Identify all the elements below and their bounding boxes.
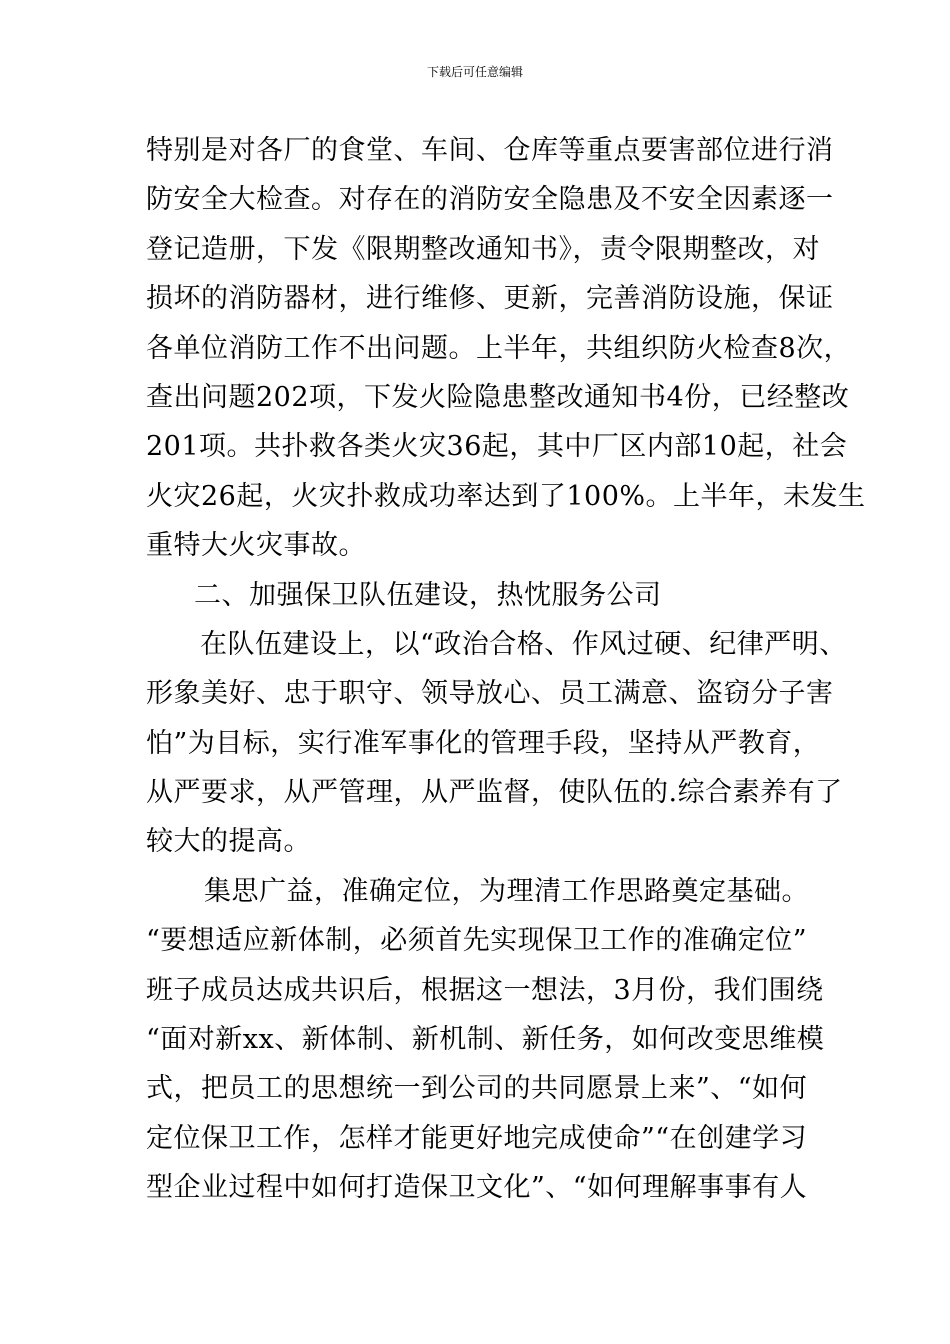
section-heading: 二、加强保卫队伍建设，热忱服务公司 [194, 579, 662, 611]
document-body [146, 126, 866, 1213]
text-line-13: 怕”为目标，实行准军事化的管理手段，坚持从严教育， [146, 727, 821, 759]
page-header: 下载后可任意编辑 [426, 65, 523, 79]
text-line-8: 火灾26起，火灾扑救成功率达到了100%。上半年，未发生 [146, 480, 866, 512]
text-line-21: 定位保卫工作，怎样才能更好地完成使命”“在创建学习 [146, 1122, 808, 1154]
text-line-20: 式，把员工的思想统一到公司的共同愿景上来”、“如何 [146, 1073, 808, 1105]
text-line-7: 201项。共扑救各类火灾36起，其中厂区内部10起，社会 [146, 431, 848, 463]
text-line-22: 型企业过程中如何打造保卫文化”、“如何理解事事有人 [146, 1172, 808, 1204]
text-line-17: “要想适应新体制，必须首先实现保卫工作的准确定位” [146, 925, 808, 957]
text-line-19: “面对新xx、新体制、新机制、新任务，如何改变思维模 [146, 1024, 825, 1056]
text-line-14: 从严要求，从严管理，从严监督，使队伍的.综合素养有了 [146, 777, 843, 809]
text-line-2: 防安全大检查。对存在的消防安全隐患及不安全因素逐一 [146, 184, 834, 216]
text-line-4: 损坏的消防器材，进行维修、更新，完善消防设施，保证 [146, 283, 834, 315]
text-line-1: 特别是对各厂的食堂、车间、仓库等重点要害部位进行消 [146, 135, 834, 166]
text-line-18: 班子成员达成共识后，根据这一想法，3月份，我们围绕 [146, 974, 824, 1006]
text-line-5: 各单位消防工作不出问题。上半年，共组织防火检查8次， [146, 332, 852, 364]
text-line-9: 重特大火灾事故。 [146, 530, 366, 562]
text-line-15: 较大的提高。 [146, 826, 311, 858]
text-line-6: 查出问题202项，下发火险隐患整改通知书4份，已经整改 [146, 381, 850, 413]
text-line-11: 在队伍建设上，以“政治合格、作风过硬、纪律严明、 [200, 628, 847, 660]
text-line-16: 集思广益，准确定位，为理清工作思路奠定基础。 [204, 875, 809, 907]
text-line-3: 登记造册，下发《限期整改通知书》，责令限期整改，对 [146, 233, 820, 265]
text-line-12: 形象美好、忠于职守、领导放心、员工满意、盗窃分子害 [146, 678, 834, 710]
